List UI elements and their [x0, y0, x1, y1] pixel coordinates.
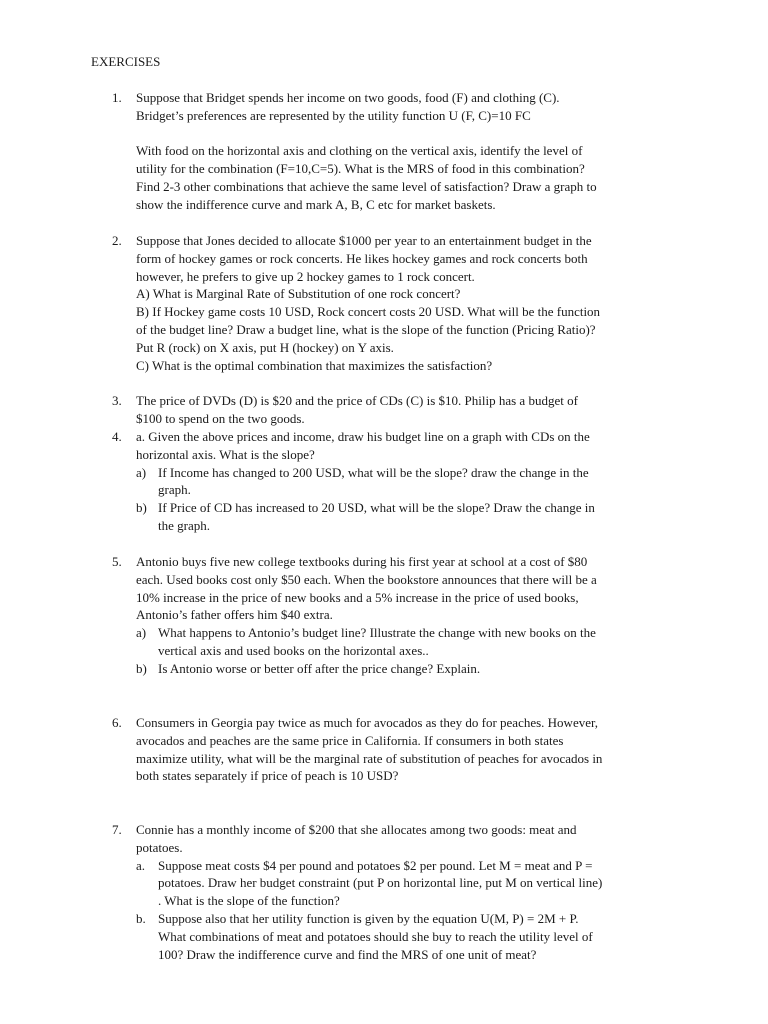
text-line: If Income has changed to 200 USD, what will be the slope? draw the change in the: [158, 464, 589, 480]
text-line: B) If Hockey game costs 10 USD, Rock concert costs 20 USD. What will be the function: [136, 304, 601, 320]
exercise-5: [112, 553, 682, 678]
text-line: the graph.: [158, 517, 210, 533]
text-line: Suppose also that her utility function is given by the equation U(M, P) = 2M + P.: [158, 910, 579, 926]
text-line: 10% increase in the price of new books and a 5% increase in the price of used books,: [136, 589, 579, 605]
sub-label: a): [136, 464, 147, 480]
exercise-number: 6.: [112, 715, 122, 730]
sub-label: b): [136, 500, 147, 516]
exercise-number: 1.: [112, 90, 122, 105]
text-line: Consumers in Georgia pay twice as much for avocados as they do for peaches. However,: [136, 715, 599, 730]
exercise-number: 5.: [112, 554, 122, 569]
text-line: Find 2-3 other combinations that achieve the same level of satisfaction? Draw a graph to: [136, 178, 597, 194]
sub-label: a): [136, 625, 147, 641]
text-line: Put R (rock) on X axis, put H (hockey) on Y axis.: [136, 339, 394, 355]
text-line: potatoes.: [136, 839, 183, 855]
exercise-1: [112, 89, 682, 214]
text-line: form of hockey games or rock concerts. He likes hockey games and rock concerts both: [136, 250, 588, 266]
text-line: vertical axis and used books on the horizontal axes..: [158, 642, 429, 658]
text-line: however, he prefers to give up 2 hockey games to 1 rock concert.: [136, 268, 475, 284]
exercise-2: [112, 232, 682, 374]
text-line: What combinations of meat and potatoes should she buy to reach the utility level of: [158, 928, 593, 944]
text-line: 100? Draw the indifference curve and find the MRS of one unit of meat?: [158, 946, 537, 962]
text-line: show the indifference curve and mark A, B, C etc for market baskets.: [136, 196, 496, 212]
text-line: $100 to spend on the two goods.: [136, 410, 305, 426]
exercise-4: [112, 428, 682, 535]
text-line: Is Antonio worse or better off after the price change? Explain.: [158, 660, 481, 676]
text-line: Suppose that Jones decided to allocate $1000 per year to an entertainment budget in the: [136, 233, 592, 248]
text-line: . What is the slope of the function?: [158, 893, 340, 909]
text-line: Suppose that Bridget spends her income on two goods, food (F) and clothing (C).: [136, 90, 560, 105]
text-line: horizontal axis. What is the slope?: [136, 446, 315, 462]
text-line: a. Given the above prices and income, draw his budget line on a graph with CDs on the: [136, 429, 590, 444]
exercise-6: [112, 714, 682, 785]
sub-question-b: [136, 499, 682, 535]
text-line: potatoes. Draw her budget constraint (put P on horizontal line, put M on vertical line): [158, 875, 603, 891]
text-line: Bridget’s preferences are represented by the utility function U (F, C)=10 FC: [136, 107, 531, 123]
text-line: Connie has a monthly income of $200 that she allocates among two goods: meat and: [136, 822, 577, 837]
text-line: graph.: [158, 482, 191, 498]
sub-label: b.: [136, 910, 146, 926]
text-line: Suppose meat costs $4 per pound and potatoes $2 per pound. Let M = meat and P =: [158, 857, 593, 873]
text-line: A) What is Marginal Rate of Substitution of one rock concert?: [136, 286, 461, 302]
text-line: Antonio buys five new college textbooks during his first year at school at a cost of $80: [136, 554, 588, 569]
text-line: both states separately if price of peach is 10 USD?: [136, 768, 399, 784]
sub-question-a: [136, 857, 682, 910]
exercise-number: 7.: [112, 822, 122, 837]
sub-question-b: [136, 910, 682, 963]
exercise-3: [112, 392, 682, 428]
text-line: Antonio’s father offers him $40 extra.: [136, 607, 333, 623]
text-line: What happens to Antonio’s budget line? Illustrate the change with new books on the: [158, 625, 596, 641]
sub-question-a: [136, 464, 682, 500]
sub-question-a: [136, 624, 682, 660]
sub-label: b): [136, 660, 147, 676]
text-line: utility for the combination (F=10,C=5). What is the MRS of food in this combination?: [136, 161, 585, 177]
sub-label: a.: [136, 857, 146, 873]
text-line: The price of DVDs (D) is $20 and the price of CDs (C) is $10. Philip has a budget of: [136, 393, 578, 408]
page-heading: EXERCISES: [91, 54, 161, 69]
text-line: of the budget line? Draw a budget line, what is the slope of the function (Pricing Ratio)?: [136, 321, 596, 337]
text-line: each. Used books cost only $50 each. When the bookstore announces that there will be a: [136, 571, 597, 587]
text-line: With food on the horizontal axis and clothing on the vertical axis, identify the level of: [136, 143, 583, 159]
exercise-number: 3.: [112, 393, 122, 408]
text-line: If Price of CD has increased to 20 USD, what will be the slope? Draw the change in: [158, 500, 595, 516]
exercise-number: 4.: [112, 429, 122, 444]
text-line: avocados and peaches are the same price in California. If consumers in both states: [136, 732, 564, 748]
text-line: C) What is the optimal combination that maximizes the satisfaction?: [136, 357, 493, 373]
exercise-7: [112, 821, 682, 963]
exercise-number: 2.: [112, 233, 122, 248]
text-line: maximize utility, what will be the marginal rate of substitution of peaches for avocados in: [136, 750, 603, 766]
sub-question-b: [136, 660, 682, 678]
